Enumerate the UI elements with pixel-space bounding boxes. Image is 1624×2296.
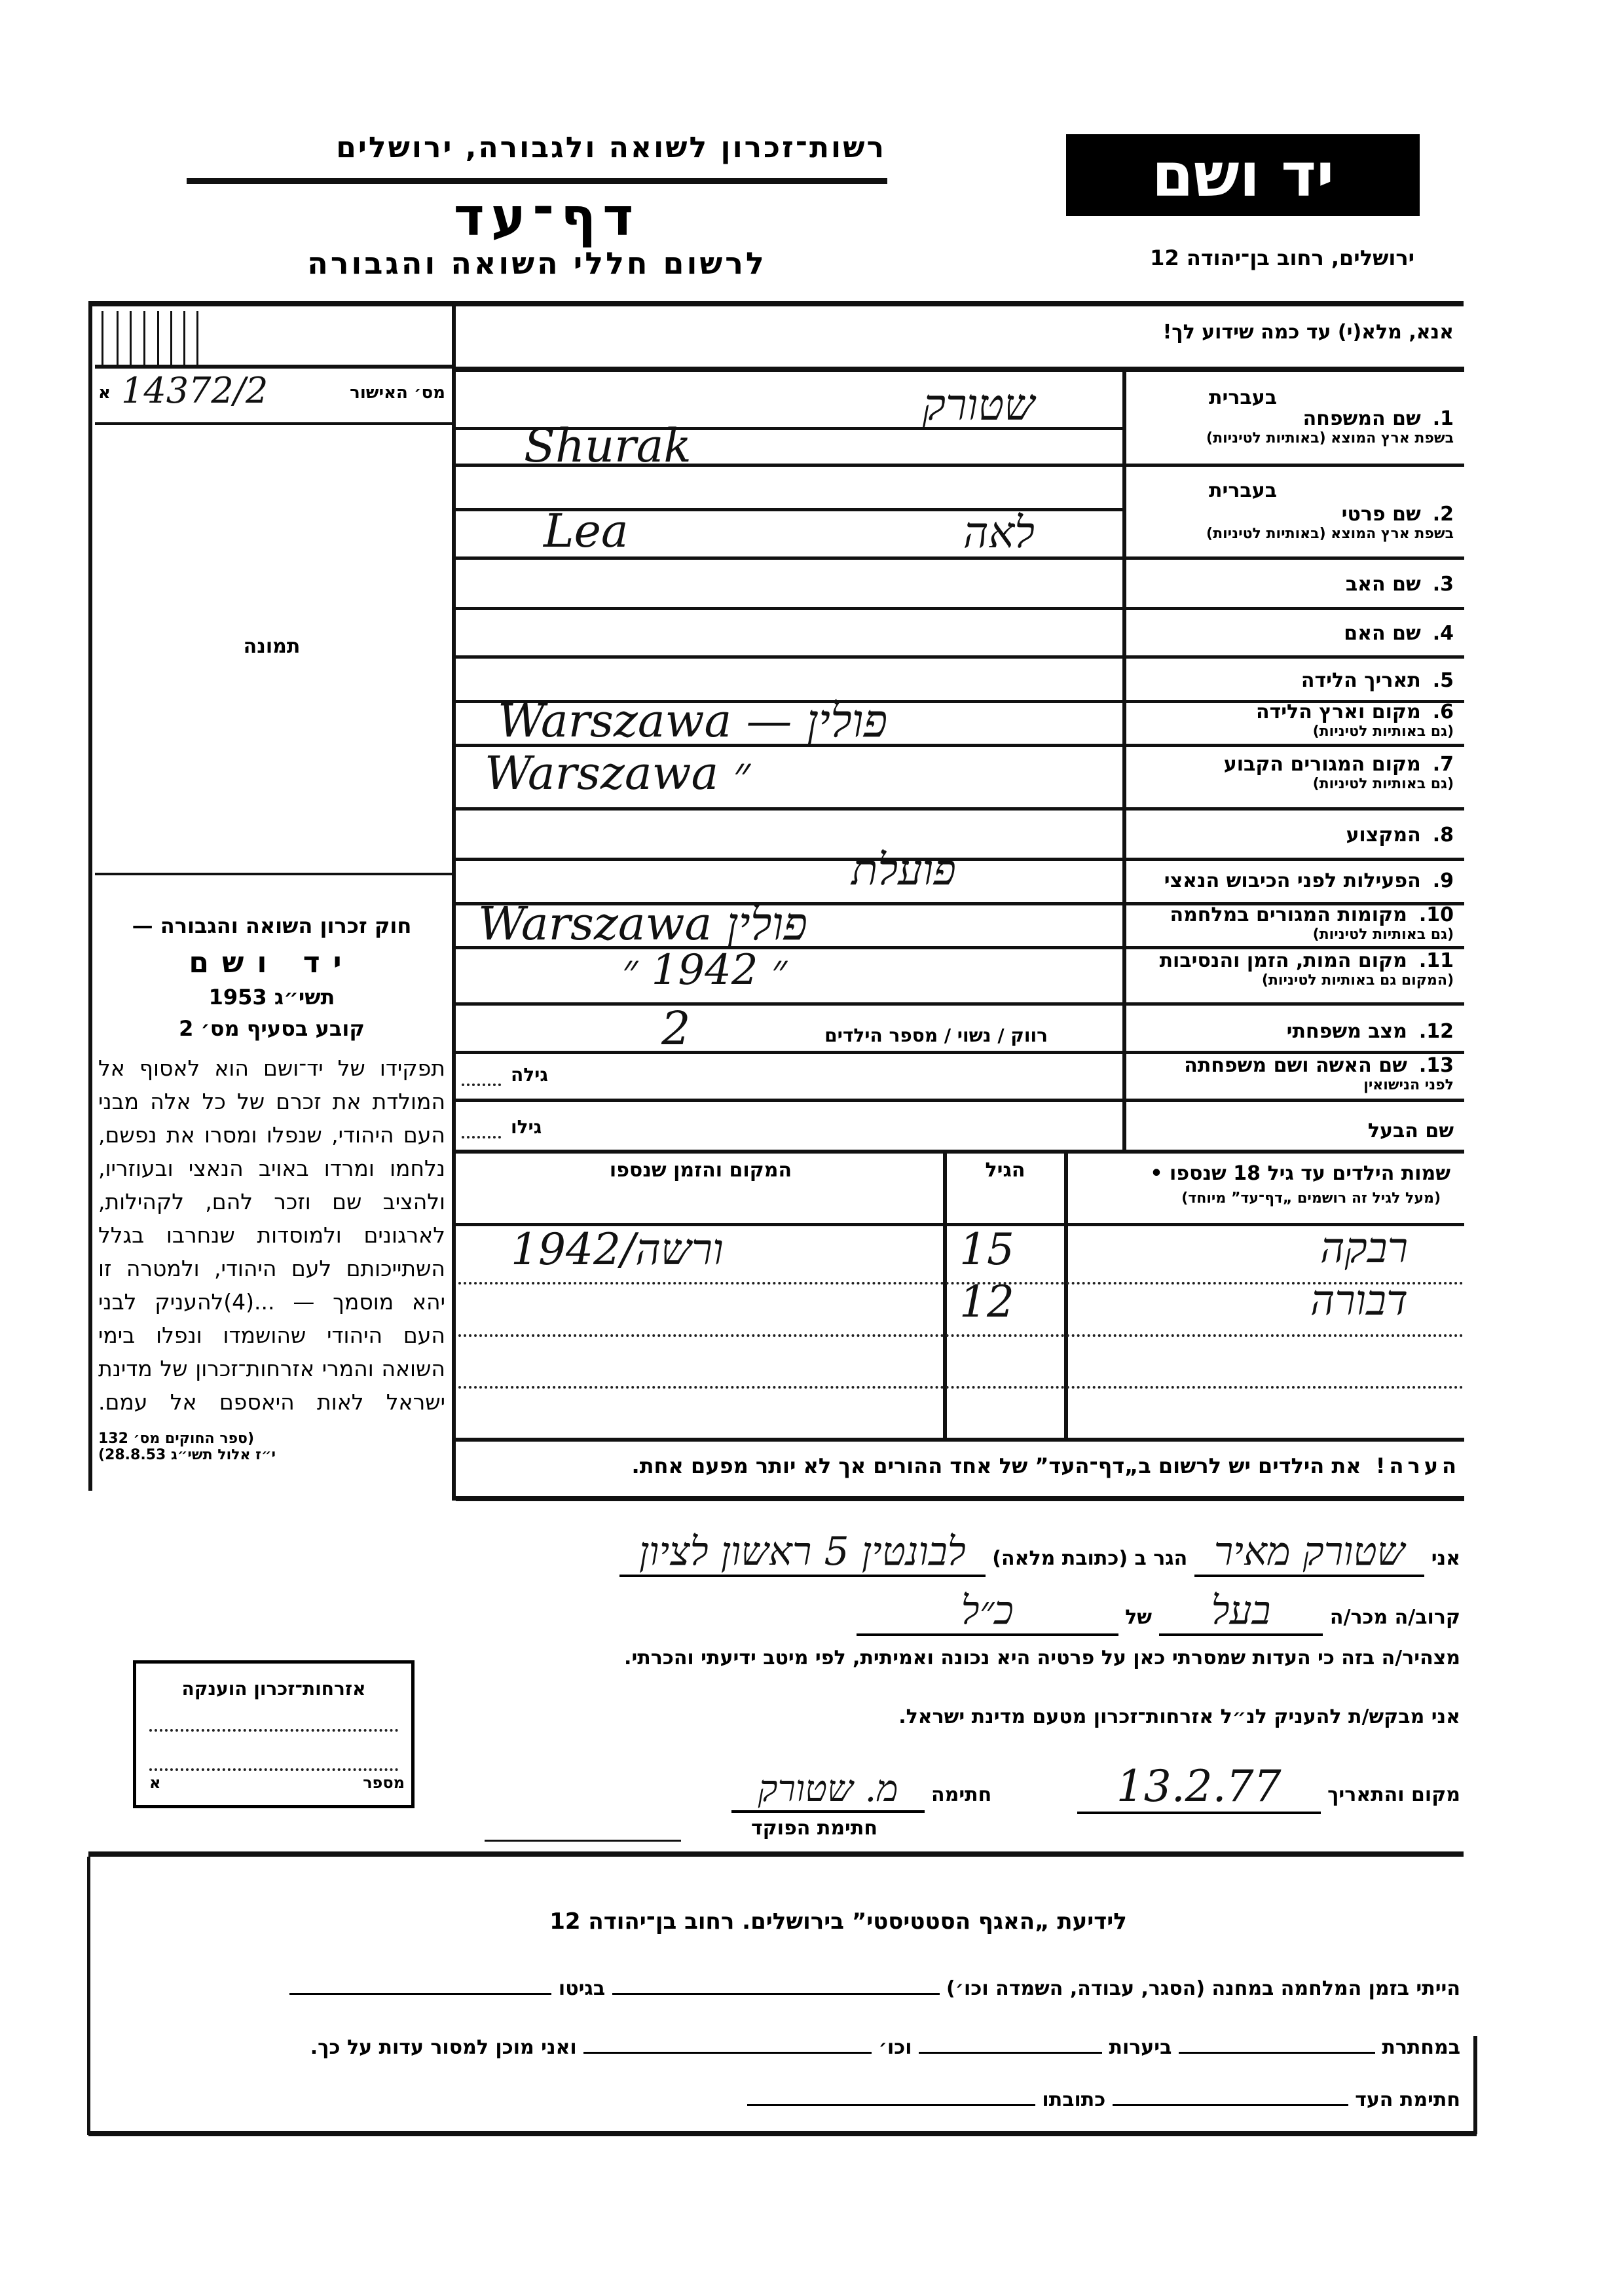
field-label: מקום המגורים הקבוע xyxy=(1223,753,1421,776)
field-activity-label xyxy=(1164,869,1454,892)
children-names-subheader: (מעל לגיל זה רושמים „דף־עד” מיוחד) xyxy=(1181,1190,1441,1207)
law-year: תשי״ג 1953 xyxy=(208,985,335,1010)
field-husband-name-label xyxy=(1368,1120,1454,1142)
field-sublabel: בשפת ארץ המוצא (באותיות לטיניות) xyxy=(1206,430,1454,446)
activity-value[interactable]: פועלת xyxy=(851,845,956,895)
cert-suffix: א xyxy=(98,383,111,403)
statistics-line-3 xyxy=(747,2088,1460,2111)
field-label: שם האשה ושם משפחתה xyxy=(1184,1054,1407,1077)
field-number: 8. xyxy=(1432,824,1454,847)
note-label: הערה! xyxy=(1375,1453,1460,1478)
witness-address-input[interactable] xyxy=(747,2104,1035,2106)
witness-signature-input[interactable] xyxy=(1113,2104,1348,2106)
field-sublabel: בשפת ארץ המוצא (באותיות לטיניות) xyxy=(1206,526,1454,542)
declarant-line xyxy=(619,1529,1460,1575)
bottom-rule xyxy=(88,2131,1477,2136)
ghetto-input[interactable] xyxy=(289,1993,551,1995)
law-text: תפקידו של יד־ושם הוא לאסוף אל המולדת את זכרם של כל אלה מבני העם היהודי, שנפלו ומסרו את נפשם, נלחמו ומרדו באויב הנאצי ובעוזריו, ולהציב שם וזכר להם, לקהילות, לארגונים ולמוסדות שנחרבו בגלל השתייכותם לעם היהודי, ולמטרה זו יהא מוסמך — ...(4)להעניק לבני העם היהודי שהושמדו ונפלו בימי השואה והמרי אזרחות־זכרון של מדינת ישראל לאות היאספם אל עמם. xyxy=(98,1055,445,1415)
of-value[interactable]: כ״ל xyxy=(857,1588,1118,1636)
photo-rule xyxy=(95,873,452,875)
field-sublabel: (גם באותיות לטיניות) xyxy=(1312,926,1454,943)
law-section: קובע בסעיף מס׳ 2 xyxy=(179,1016,365,1041)
statistics-line-1 xyxy=(289,1977,1460,2000)
forests-input[interactable] xyxy=(919,2052,1102,2054)
field-label: תאריך הלידה xyxy=(1301,669,1421,692)
family-name-hebrew-value[interactable]: שטורק xyxy=(922,380,1035,430)
top-rule xyxy=(88,301,1464,306)
field-number: 11. xyxy=(1418,949,1454,972)
field-first-name-label xyxy=(1206,503,1454,542)
camp-label: הייתי בזמן המלחמה במחנה (הסגר, עבודה, השמדה וכו׳) xyxy=(946,1977,1460,2000)
field-sublabel: לפני הנישואין xyxy=(1363,1077,1454,1093)
note-text: את הילדים יש לרשום ב„דף־העד” של אחד ההורים אך לא יותר מפעם אחת. xyxy=(631,1453,1361,1478)
field-number: 2. xyxy=(1432,503,1454,526)
official-signature-label: חתימת הפוקד xyxy=(751,1817,877,1840)
statistics-title: לידיעת „האגף הסטטיסטי” בירושלים. רחוב בן־יהודה 12 xyxy=(549,1908,1127,1935)
witness-signature-label: חתימת העד xyxy=(1355,2088,1460,2111)
children-age-header: הגיל xyxy=(985,1159,1025,1182)
child-place[interactable]: ורשה/1942 xyxy=(511,1224,724,1275)
wartime-residence-value[interactable]: Warszawa פולין xyxy=(478,897,808,951)
law-name: יד ושם xyxy=(189,946,355,979)
field-label: המקצוע xyxy=(1346,824,1421,847)
marital-options: רווק / נשוי / מספר הילדים xyxy=(824,1025,1048,1046)
child-age[interactable]: 15 xyxy=(959,1224,1014,1275)
field-label: מקומות המגורים במלחמה xyxy=(1170,903,1407,926)
bottom-left-border xyxy=(87,1857,90,2135)
birth-place-value[interactable]: Warszawa — פולין xyxy=(498,694,888,748)
left-panel-border xyxy=(88,302,92,1491)
field-death-label xyxy=(1160,949,1454,989)
field-label: שם פרטי xyxy=(1341,503,1421,526)
cert-number: 14372/2 xyxy=(121,370,268,411)
org-line: רשות־זכרון לשואה ולגבורה, ירושלים xyxy=(336,131,886,164)
field-wartime-residence-label xyxy=(1170,903,1454,943)
family-name-latin-value[interactable]: Shurak xyxy=(524,419,692,473)
note xyxy=(632,1453,1460,1478)
field-label: שם האב xyxy=(1345,573,1421,596)
photo-label: תמונה xyxy=(243,635,301,658)
declarant-name[interactable]: שטורק מאיר xyxy=(1194,1529,1425,1577)
date-value[interactable]: 13.2.77 xyxy=(1077,1761,1321,1814)
statistics-line-2 xyxy=(310,2036,1460,2059)
relation-value[interactable]: בעל xyxy=(1159,1588,1323,1636)
field-number: 10. xyxy=(1418,903,1454,926)
field-residence-label xyxy=(1224,753,1454,792)
field-number: 4. xyxy=(1432,622,1454,645)
note-rule xyxy=(456,1496,1464,1501)
law-title: חוק זכרון השואה והגבורה — xyxy=(132,913,412,938)
underground-label: במחתרת xyxy=(1382,2036,1460,2059)
etc-input[interactable] xyxy=(583,2052,872,2054)
children-place-header: המקום והזמן שנספו xyxy=(609,1159,792,1182)
citizenship-granted-box xyxy=(133,1660,415,1808)
field-label: הפעילות לפני הכיבוש הנאצי xyxy=(1164,869,1421,892)
relation-label: קרוב/ה מכר/ה xyxy=(1329,1606,1460,1629)
bottom-right-border xyxy=(1473,2036,1477,2134)
declaration-statement: מצהיר/ה בזה כי העדות שמסרתי כאן על פרטיה היא נכונה ואמיתית, לפי מיטב ידיעתי והכרתי. xyxy=(624,1647,1460,1669)
field-wife-name-label xyxy=(1184,1054,1454,1093)
witness-address-label: כתובתו xyxy=(1042,2088,1106,2111)
official-signature-line xyxy=(485,1840,681,1842)
husband-age-label: גילו xyxy=(511,1116,542,1138)
stamp-box-title: אזרחות־זכרון הוענקה xyxy=(181,1678,366,1700)
etc-label: וכו׳ xyxy=(878,2036,912,2059)
signature[interactable]: מ. שטורק xyxy=(731,1768,924,1813)
place-date-label: מקום והתאריך xyxy=(1327,1783,1460,1806)
address: ירושלים, רחוב בן־יהודה 12 xyxy=(1150,246,1414,270)
field-number: 5. xyxy=(1432,669,1454,692)
lives-label: הגר ב (כתובת מלאה) xyxy=(992,1547,1188,1570)
field-number: 1. xyxy=(1432,407,1454,430)
field-label: מצב משפחתי xyxy=(1286,1020,1407,1043)
residence-value[interactable]: Warszawa ״ xyxy=(485,746,751,800)
field-sublabel: (גם באותיות לטיניות) xyxy=(1312,723,1454,740)
cert-rule xyxy=(95,422,452,425)
label-column-divider xyxy=(1122,372,1126,1151)
i-label: אני xyxy=(1431,1547,1460,1570)
form-title: דף־עד xyxy=(453,187,640,247)
field-sublabel: (המקום גם באותיות לטיניות) xyxy=(1261,972,1454,989)
death-place-value[interactable]: ״ 1942 ״ xyxy=(622,946,788,994)
child-age[interactable]: 12 xyxy=(959,1277,1014,1327)
declarant-address[interactable]: לבונטין 5 ראשון לציון xyxy=(619,1529,986,1577)
field-father-name-label xyxy=(1346,573,1454,596)
field-label: שם הבעל xyxy=(1367,1120,1454,1142)
children-names-header-text: שמות הילדים עד גיל 18 שנספו xyxy=(1170,1162,1450,1185)
children-bottom-rule xyxy=(456,1438,1464,1442)
law-source-2: י״ז אלול תשי״ג 28.8.53) xyxy=(98,1447,276,1463)
number-label: מספר xyxy=(363,1774,405,1792)
place-date-line xyxy=(731,1761,1460,1812)
f2-hebrew-tag: בעברית xyxy=(1209,479,1277,502)
header-underline xyxy=(187,178,887,184)
field-mother-name-label xyxy=(1344,622,1454,645)
field-label: שם האם xyxy=(1344,622,1421,645)
children-names-header: שמות הילדים עד גיל 18 שנספו • xyxy=(1150,1162,1450,1185)
field-label: מקום וארץ הלידה xyxy=(1255,701,1421,723)
field-label: שם המשפחה xyxy=(1302,407,1421,430)
field-number: 7. xyxy=(1432,753,1454,776)
f1-hebrew-tag: בעברית xyxy=(1209,386,1277,409)
signature-label: חתימה xyxy=(931,1783,992,1806)
child-name[interactable]: רבקה xyxy=(1320,1224,1408,1273)
law-source-1: (ספר החוקים מס׳ 132 xyxy=(98,1430,255,1447)
field-birth-place-label xyxy=(1256,701,1454,740)
tick-rule xyxy=(95,365,452,369)
form-subtitle: לרשום חללי השואה והגבורה xyxy=(307,246,767,281)
child-name[interactable]: דבורה xyxy=(1310,1277,1408,1325)
children-col-divider-1 xyxy=(943,1152,947,1440)
first-name-hebrew-value[interactable]: לאה xyxy=(963,507,1035,558)
panel-divider xyxy=(452,302,456,1501)
stamp-box-number xyxy=(149,1774,405,1792)
camp-input[interactable] xyxy=(612,1993,940,1995)
instruction: אנא, מלא(י) עד כמה שידוע לך! xyxy=(1162,321,1454,344)
field-number: 13. xyxy=(1418,1054,1454,1077)
field-number: 3. xyxy=(1432,573,1454,596)
law-excerpt xyxy=(98,913,445,1463)
field-birth-date-label xyxy=(1301,669,1454,692)
citizenship-request: אני מבקש/ת להעניק לנ״ל אזרחות־זכרון מטעם מדינת ישראל. xyxy=(898,1705,1460,1728)
field-marital-status-label xyxy=(1287,1020,1454,1043)
ghetto-label: בגיטו xyxy=(558,1977,606,2000)
first-name-latin-value[interactable]: Lea xyxy=(544,504,629,558)
children-col-divider-2 xyxy=(1064,1152,1068,1440)
children-count-value[interactable]: 2 xyxy=(661,1002,691,1055)
field-profession-label xyxy=(1346,824,1454,847)
instruction-rule xyxy=(456,367,1464,372)
field-number: 6. xyxy=(1432,701,1454,723)
number-suffix: א xyxy=(149,1774,161,1792)
field-sublabel: (גם באותיות לטיניות) xyxy=(1312,776,1454,792)
field-number: 9. xyxy=(1432,869,1454,892)
wife-age-label: גילה xyxy=(511,1064,548,1085)
relation-line xyxy=(857,1588,1460,1633)
yad-vashem-logo: יד ושם xyxy=(1066,134,1420,216)
field-family-name-label xyxy=(1206,407,1454,446)
cert-number-label: מס׳ האישור xyxy=(350,383,445,403)
forests-label: ביערות xyxy=(1109,2036,1172,2059)
field-label: מקום המות, הזמן והנסיבות xyxy=(1159,949,1407,972)
of-label: של xyxy=(1125,1606,1153,1629)
field-number: 12. xyxy=(1418,1020,1454,1043)
section-rule xyxy=(88,1851,1464,1857)
testimony-label: ואני מוכן למסור עדות על כך. xyxy=(310,2036,577,2059)
underground-input[interactable] xyxy=(1179,2052,1375,2054)
